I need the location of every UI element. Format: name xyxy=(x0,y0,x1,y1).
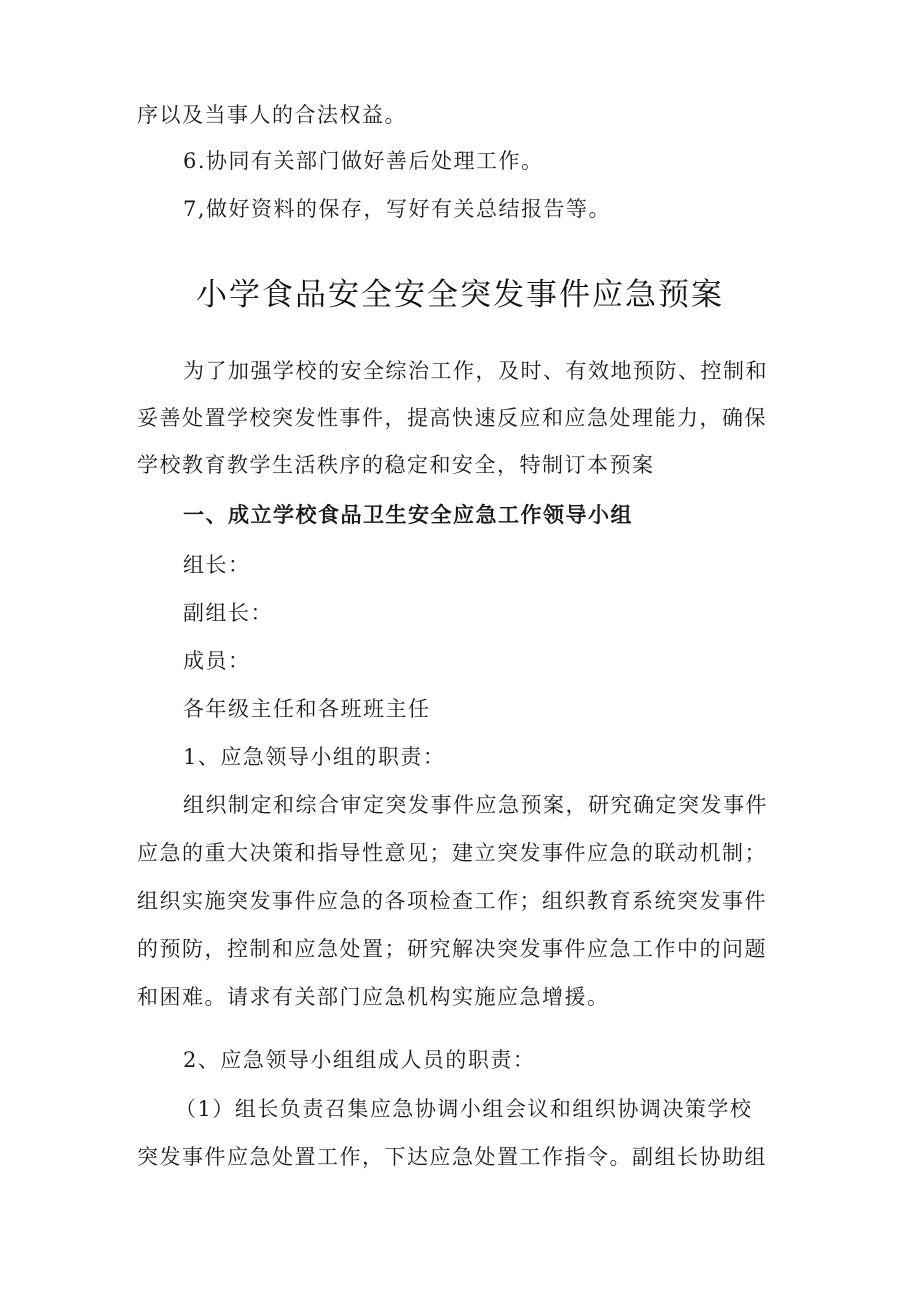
section-2-heading: 2、应急领导小组组成人员的职责： xyxy=(183,1048,536,1072)
duties-line-3: 组织实施突发事件应急的各项检查工作；组织教育系统突发事件 xyxy=(137,889,767,913)
section-2-item-1-line-2: 突发事件应急处置工作，下达应急处置工作指令。副组长协助组 xyxy=(137,1145,767,1169)
leader-label: 组长： xyxy=(183,553,251,577)
section-2-item-1-line-1: （1）组长负责召集应急协调小组会议和组织协调决策学校 xyxy=(175,1097,753,1121)
members-list: 各年级主任和各班班主任 xyxy=(183,697,431,721)
prev-text-line-2: 6.协同有关部门做好善后处理工作。 xyxy=(183,149,544,173)
document-title: 小学食品安全安全突发事件应急预案 xyxy=(196,277,724,313)
duties-line-1: 组织制定和综合审定突发事件应急预案，研究确定突发事件 xyxy=(183,793,768,817)
intro-line-1: 为了加强学校的安全综治工作，及时、有效地预防、控制和 xyxy=(183,359,768,383)
duties-heading: 1、应急领导小组的职责： xyxy=(183,745,446,769)
prev-text-line-3: 7,做好资料的保存，写好有关总结报告等。 xyxy=(183,197,612,221)
intro-line-2: 妥善处置学校突发性事件，提高快速反应和应急处理能力，确保 xyxy=(137,406,767,430)
deputy-leader-label: 副组长： xyxy=(183,601,273,625)
prev-text-line-1: 序以及当事人的合法权益。 xyxy=(137,103,407,127)
intro-line-3: 学校教育教学生活秩序的稳定和安全，特制订本预案 xyxy=(137,453,655,477)
members-label: 成员： xyxy=(183,649,251,673)
duties-line-5: 和困难。请求有关部门应急机构实施应急增援。 xyxy=(137,985,610,1009)
duties-line-2: 应急的重大决策和指导性意见；建立突发事件应急的联动机制； xyxy=(137,841,767,865)
duties-line-4: 的预防，控制和应急处置；研究解决突发事件应急工作中的问题 xyxy=(137,937,767,961)
section-1-heading: 一、成立学校食品卫生安全应急工作领导小组 xyxy=(183,503,633,527)
